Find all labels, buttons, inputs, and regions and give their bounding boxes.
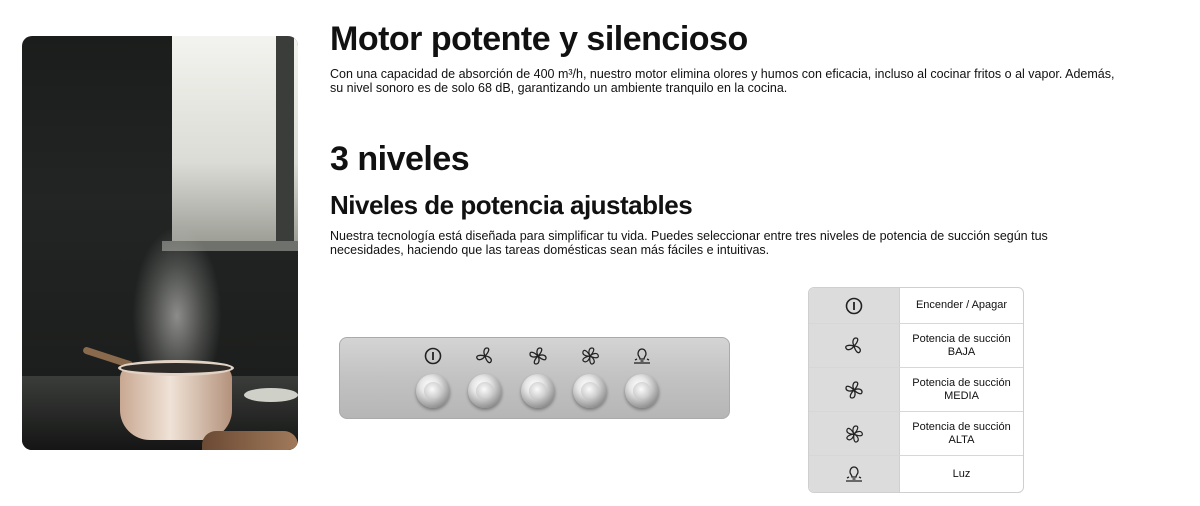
light-bulb-icon bbox=[632, 346, 652, 366]
fan-low-knob[interactable] bbox=[468, 374, 502, 408]
fan-high-icon bbox=[809, 412, 900, 455]
motor-title: Motor potente y silencioso bbox=[330, 20, 748, 58]
power-icon bbox=[423, 346, 443, 366]
fan-medium-icon bbox=[528, 346, 548, 366]
fan-medium-knob[interactable] bbox=[521, 374, 555, 408]
photo-window-frame bbox=[276, 36, 294, 251]
control-fan-low bbox=[467, 346, 503, 416]
hood-control-panel bbox=[339, 337, 730, 419]
legend-label: Potencia de succión ALTA bbox=[912, 420, 1011, 446]
light-knob[interactable] bbox=[625, 374, 659, 408]
photo-plate bbox=[244, 388, 298, 402]
kitchen-photo bbox=[22, 36, 298, 450]
fan-medium-icon bbox=[809, 368, 900, 411]
legend-row-fan-medium bbox=[809, 368, 1023, 412]
legend-row-fan-high bbox=[809, 412, 1023, 456]
control-light bbox=[624, 346, 660, 416]
legend-label: Luz bbox=[952, 467, 971, 480]
legend-row-fan-low bbox=[809, 324, 1023, 368]
power-icon bbox=[809, 288, 900, 323]
levels-title: 3 niveles bbox=[330, 140, 470, 178]
legend-label: Potencia de succión BAJA bbox=[912, 332, 1011, 358]
control-fan-high bbox=[572, 346, 608, 416]
legend-label: Potencia de succión MEDIA bbox=[912, 376, 1011, 402]
photo-steam bbox=[132, 226, 222, 376]
legend-row-power bbox=[809, 288, 1023, 324]
fan-high-icon bbox=[580, 346, 600, 366]
fan-low-icon bbox=[809, 324, 900, 367]
legend-row-light bbox=[809, 456, 1023, 492]
photo-pot-rim bbox=[118, 360, 234, 376]
control-fan-medium bbox=[520, 346, 556, 416]
photo-pot bbox=[120, 366, 232, 440]
light-bulb-icon bbox=[809, 456, 900, 492]
controls-legend-table bbox=[808, 287, 1024, 493]
photo-cloth bbox=[202, 431, 298, 450]
fan-high-knob[interactable] bbox=[573, 374, 607, 408]
power-knob[interactable] bbox=[416, 374, 450, 408]
motor-description: Con una capacidad de absorción de 400 m³/h, nuestro motor elimina olores y humos con eficacia, incluso al cocinar fritos o al vapor. Además, su nivel sonoro es de solo 68 dB, garantizando un ambiente tranquilo en la cocina. bbox=[330, 67, 1115, 95]
levels-description: Nuestra tecnología está diseñada para simplificar tu vida. Puedes seleccionar entre tres niveles de potencia de succión según tus necesidades, haciendo que las tareas domésticas sean más fáciles e intuitivas. bbox=[330, 229, 1048, 257]
fan-low-icon bbox=[475, 346, 495, 366]
levels-subtitle: Niveles de potencia ajustables bbox=[330, 190, 693, 220]
control-power bbox=[415, 346, 451, 416]
legend-label: Encender / Apagar bbox=[915, 299, 1008, 311]
